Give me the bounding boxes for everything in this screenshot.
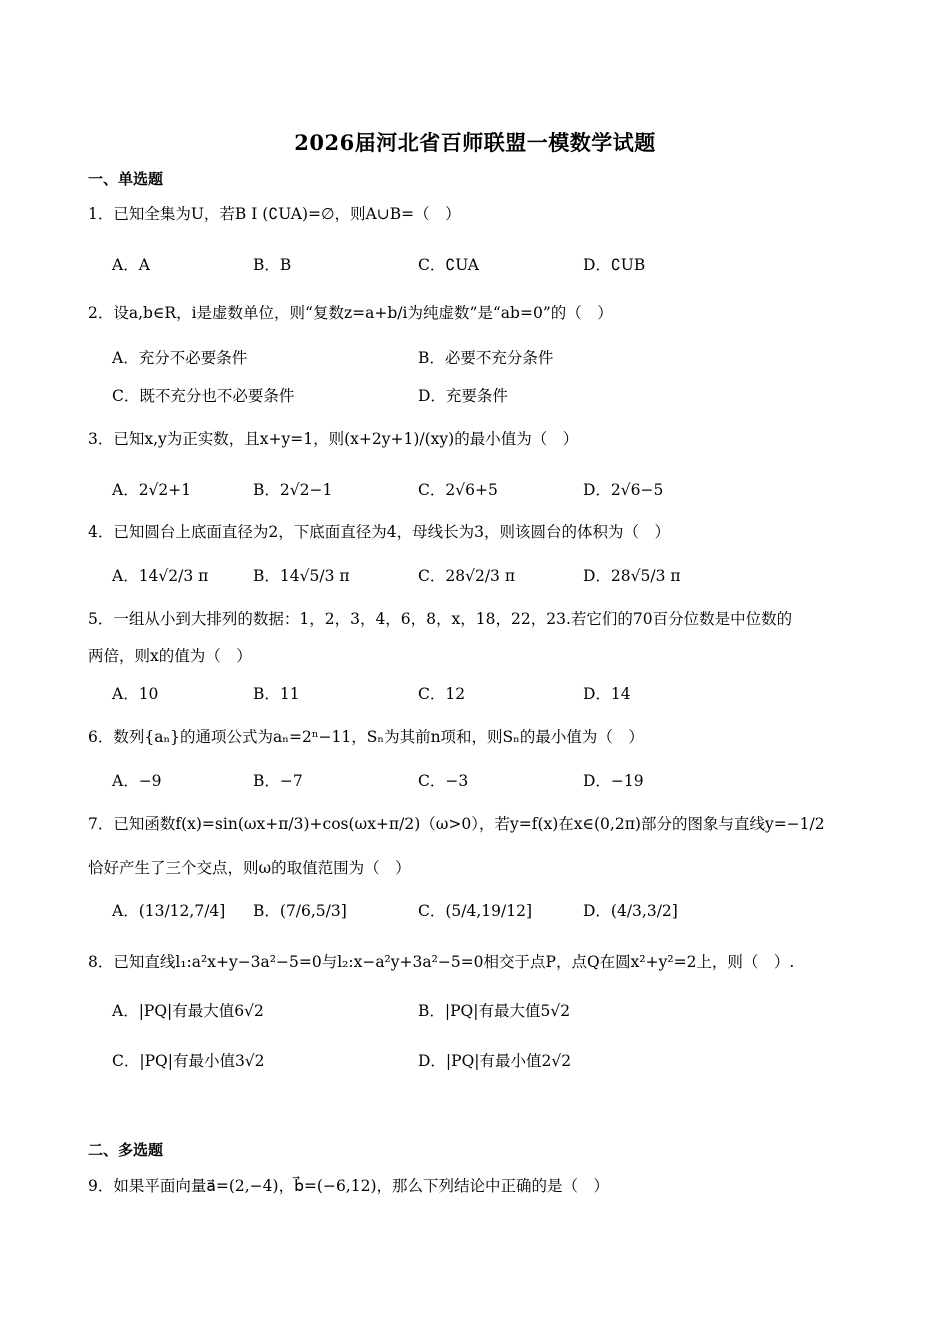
question-4-option-b: B．14√5/3 π	[253, 567, 350, 585]
question-8-option-b: B．|PQ|有最大值5√2	[418, 1002, 571, 1020]
question-4-stem: 4．已知圆台上底面直径为2，下底面直径为4，母线长为3，则该圆台的体积为（ ）	[88, 523, 670, 541]
question-7-option-d: D．(4/3,3/2]	[583, 902, 678, 920]
question-8-option-c: C．|PQ|有最小值3√2	[112, 1052, 265, 1070]
question-1-option-b: B．B	[253, 256, 292, 274]
question-5-option-a: A．10	[112, 685, 159, 703]
question-2-option-b: B．必要不充分条件	[418, 349, 554, 367]
question-8-stem: 8．已知直线l₁:a²x+y−3a²−5=0与l₂:x−a²y+3a²−5=0相交于点P，点Q在圆x²+y²=2上，则（ ）.	[88, 953, 795, 971]
question-3-option-b: B．2√2−1	[253, 481, 333, 499]
question-9-stem: 9．如果平面向量a⃗=(2,−4)，b⃗=(−6,12)，那么下列结论中正确的是（ ）	[88, 1177, 609, 1195]
question-3-option-d: D．2√6−5	[583, 481, 664, 499]
question-5-option-d: D．14	[583, 685, 631, 703]
question-6-option-c: C．−3	[418, 772, 469, 790]
question-8-option-d: D．|PQ|有最小值2√2	[418, 1052, 572, 1070]
question-1-stem: 1．已知全集为U，若B I (∁UA)=∅，则A∪B=（ ）	[88, 205, 461, 223]
question-2-option-c: C．既不充分也不必要条件	[112, 387, 295, 405]
question-6-option-a: A．−9	[112, 772, 162, 790]
question-2-option-a: A．充分不必要条件	[112, 349, 248, 367]
question-1-option-d: D．∁UB	[583, 256, 646, 274]
section-multiple-choice: 二、多选题	[88, 1141, 164, 1159]
question-7-option-c: C．(5/4,19/12]	[418, 902, 532, 920]
question-7-option-a: A．(13/12,7/4]	[112, 902, 226, 920]
question-5-option-c: C．12	[418, 685, 466, 703]
question-4-option-c: C．28√2/3 π	[418, 567, 516, 585]
question-2-option-d: D．充要条件	[418, 387, 508, 405]
question-7-option-b: B．(7/6,5/3]	[253, 902, 347, 920]
question-6-option-d: D．−19	[583, 772, 644, 790]
question-5-option-b: B．11	[253, 685, 300, 703]
question-8-option-a: A．|PQ|有最大值6√2	[112, 1002, 264, 1020]
question-6-stem: 6．数列{aₙ}的通项公式为aₙ=2ⁿ−11，Sₙ为其前n项和，则Sₙ的最小值为（ ）	[88, 728, 644, 746]
question-4-option-a: A．14√2/3 π	[112, 567, 209, 585]
question-7-stem-line-2: 恰好产生了三个交点，则ω的取值范围为（ ）	[88, 859, 411, 877]
question-3-option-c: C．2√6+5	[418, 481, 498, 499]
question-7-stem-line-1: 7．已知函数f(x)=sin(ωx+π/3)+cos(ωx+π/2)（ω>0），若y=f(x)在x∈(0,2π)部分的图象与直线y=−1/2	[88, 815, 825, 833]
exam-title: 2026届河北省百师联盟一模数学试题	[294, 130, 656, 155]
question-1-option-a: A．A	[112, 256, 150, 274]
section-single-choice: 一、单选题	[88, 170, 164, 188]
question-2-stem: 2．设a,b∈R，i是虚数单位，则“复数z=a+b/i为纯虚数”是“ab=0”的（ ）	[88, 304, 613, 322]
question-4-option-d: D．28√5/3 π	[583, 567, 681, 585]
question-3-option-a: A．2√2+1	[112, 481, 192, 499]
question-5-stem-line-1: 5．一组从小到大排列的数据：1，2，3，4，6，8，x，18，22，23.若它们的70百分位数是中位数的	[88, 610, 793, 628]
question-5-stem-line-2: 两倍，则x的值为（ ）	[88, 647, 252, 665]
question-6-option-b: B．−7	[253, 772, 303, 790]
question-3-stem: 3．已知x,y为正实数，且x+y=1，则(x+2y+1)/(xy)的最小值为（ ）	[88, 430, 579, 448]
question-1-option-c: C．∁UA	[418, 256, 480, 274]
